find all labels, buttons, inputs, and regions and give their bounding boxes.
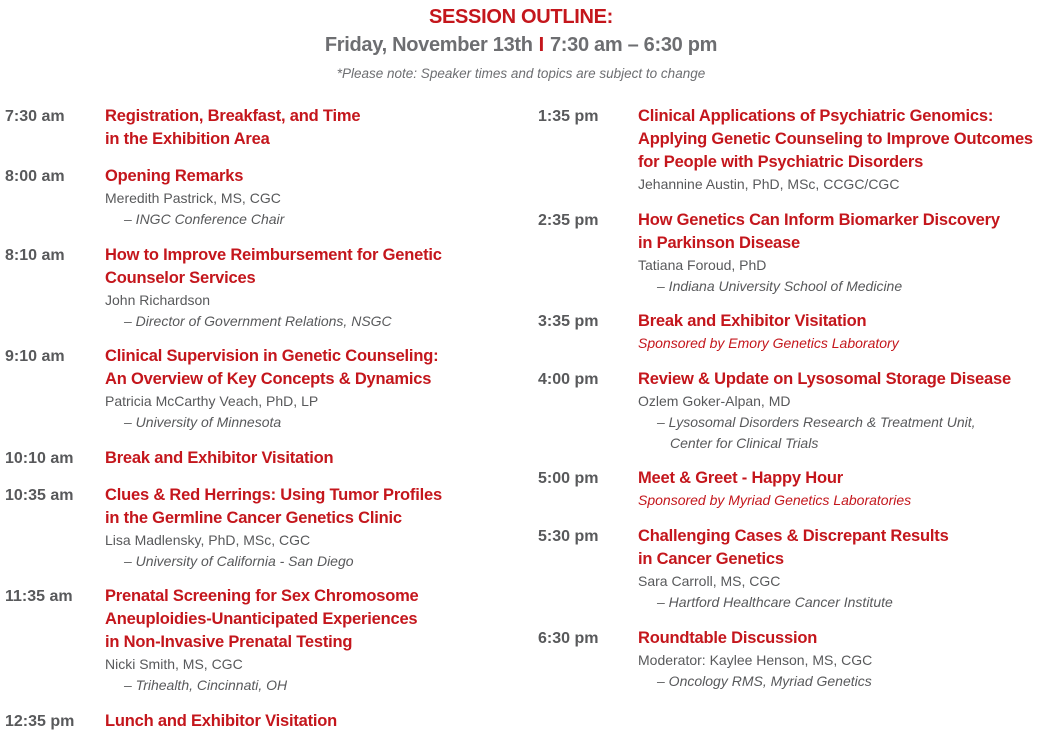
title-line: Clinical Applications of Psychiatric Genomics:	[638, 107, 994, 125]
affiliation-line: – Hartford Healthcare Cancer Institute	[657, 594, 893, 610]
entry-speaker: Patricia McCarthy Veach, PhD, LP	[105, 393, 319, 409]
title-line: Counselor Services	[105, 269, 256, 287]
entry-affiliation	[105, 675, 525, 696]
entry-time: 7:30 am	[5, 108, 65, 125]
affiliation-line: – Director of Government Relations, NSGC	[124, 313, 392, 329]
title-line: Break and Exhibitor Visitation	[638, 312, 867, 330]
affiliation-line: Center for Clinical Trials	[670, 435, 819, 451]
entry-title	[105, 345, 525, 391]
title-line: How Genetics Can Inform Biomarker Discovery	[638, 211, 1000, 229]
entry-speaker: Sara Carroll, MS, CGC	[638, 573, 781, 589]
entry-title	[638, 368, 1058, 391]
entry-title	[105, 165, 525, 188]
title-line: Clues & Red Herrings: Using Tumor Profiles	[105, 486, 442, 504]
entry-time: 9:10 am	[5, 348, 65, 365]
entry-time: 10:10 am	[5, 450, 74, 467]
entry-time: 2:35 pm	[538, 212, 599, 229]
entry-title	[638, 105, 1058, 174]
title-line: Review & Update on Lysosomal Storage Disease	[638, 370, 1011, 388]
title-line: Opening Remarks	[105, 167, 244, 185]
entry-title	[105, 484, 525, 530]
entry-speaker: Ozlem Goker-Alpan, MD	[638, 393, 791, 409]
entry-affiliation	[638, 276, 1058, 297]
entry-title	[638, 627, 1058, 650]
entry-affiliation	[105, 209, 525, 230]
title-line: Clinical Supervision in Genetic Counseling:	[105, 347, 439, 365]
affiliation-line: – Trihealth, Cincinnati, OH	[124, 677, 288, 693]
title-line: Aneuploidies-Unanticipated Experiences	[105, 610, 418, 628]
title-line: Meet & Greet - Happy Hour	[638, 469, 843, 487]
entry-time: 5:00 pm	[538, 470, 599, 487]
entry-time: 4:00 pm	[538, 371, 599, 388]
title-line: Prenatal Screening for Sex Chromosome	[105, 587, 419, 605]
affiliation-line: – University of Minnesota	[124, 414, 282, 430]
entry-time: 8:10 am	[5, 247, 65, 264]
title-line: Registration, Breakfast, and Time	[105, 107, 361, 125]
entry-time: 3:35 pm	[538, 313, 599, 330]
title-line: for People with Psychiatric Disorders	[638, 153, 924, 171]
entry-title	[638, 525, 1058, 571]
entry-title	[105, 447, 525, 470]
affiliation-line: – Oncology RMS, Myriad Genetics	[657, 673, 872, 689]
title-line: in the Germline Cancer Genetics Clinic	[105, 509, 402, 527]
entry-title	[638, 310, 1058, 333]
session-title: SESSION OUTLINE:	[428, 6, 614, 28]
title-line: How to Improve Reimbursement for Genetic	[105, 246, 442, 264]
affiliation-line: – INGC Conference Chair	[124, 211, 285, 227]
title-line: Roundtable Discussion	[638, 629, 818, 647]
entry-time: 8:00 am	[5, 168, 65, 185]
entry-affiliation	[638, 592, 1058, 613]
title-line: An Overview of Key Concepts & Dynamics	[105, 370, 432, 388]
title-line: Break and Exhibitor Visitation	[105, 449, 334, 467]
title-line: Applying Genetic Counseling to Improve Outcomes	[638, 130, 1033, 148]
entry-time: 5:30 pm	[538, 528, 599, 545]
entry-time: 12:35 pm	[5, 713, 75, 730]
affiliation-line: – Lysosomal Disorders Research & Treatment Unit,	[657, 414, 976, 430]
entry-time: 1:35 pm	[538, 108, 599, 125]
entry-speaker: Jehannine Austin, PhD, MSc, CCGC/CGC	[638, 176, 900, 192]
date-separator: I	[538, 34, 544, 56]
session-date-line	[0, 34, 1042, 57]
entry-title	[638, 467, 1058, 490]
entry-affiliation	[638, 671, 1058, 692]
session-date: Friday, November 13th	[324, 34, 533, 56]
title-line: in Non-Invasive Prenatal Testing	[105, 633, 353, 651]
session-hours: 7:30 am – 6:30 pm	[549, 34, 718, 56]
entry-affiliation	[105, 551, 525, 572]
affiliation-line: – University of California - San Diego	[124, 553, 354, 569]
entry-affiliation	[105, 311, 525, 332]
affiliation-line: – Indiana University School of Medicine	[657, 278, 903, 294]
entry-title	[638, 209, 1058, 255]
title-line: in Parkinson Disease	[638, 234, 800, 252]
entry-affiliation	[105, 412, 525, 433]
entry-title	[105, 585, 525, 654]
entry-time: 6:30 pm	[538, 630, 599, 647]
entry-affiliation	[638, 412, 1058, 454]
entry-sponsor: Sponsored by Emory Genetics Laboratory	[638, 335, 899, 351]
title-line: Lunch and Exhibitor Visitation	[105, 712, 338, 730]
title-line: in Cancer Genetics	[638, 550, 784, 568]
entry-time: 11:35 am	[5, 588, 73, 605]
entry-speaker: Moderator: Kaylee Henson, MS, CGC	[638, 652, 873, 668]
entry-title	[105, 244, 525, 290]
entry-speaker: Meredith Pastrick, MS, CGC	[105, 190, 281, 206]
title-line: in the Exhibition Area	[105, 130, 270, 148]
entry-speaker: Nicki Smith, MS, CGC	[105, 656, 243, 672]
entry-speaker: Lisa Madlensky, PhD, MSc, CGC	[105, 532, 311, 548]
entry-speaker: Tatiana Foroud, PhD	[638, 257, 767, 273]
entry-sponsor: Sponsored by Myriad Genetics Laboratories	[638, 492, 912, 508]
entry-speaker: John Richardson	[105, 292, 211, 308]
entry-title	[105, 105, 525, 151]
schedule-note: *Please note: Speaker times and topics are subject to change	[336, 66, 706, 81]
entry-time: 10:35 am	[5, 487, 74, 504]
title-line: Challenging Cases & Discrepant Results	[638, 527, 949, 545]
entry-title	[105, 710, 525, 733]
